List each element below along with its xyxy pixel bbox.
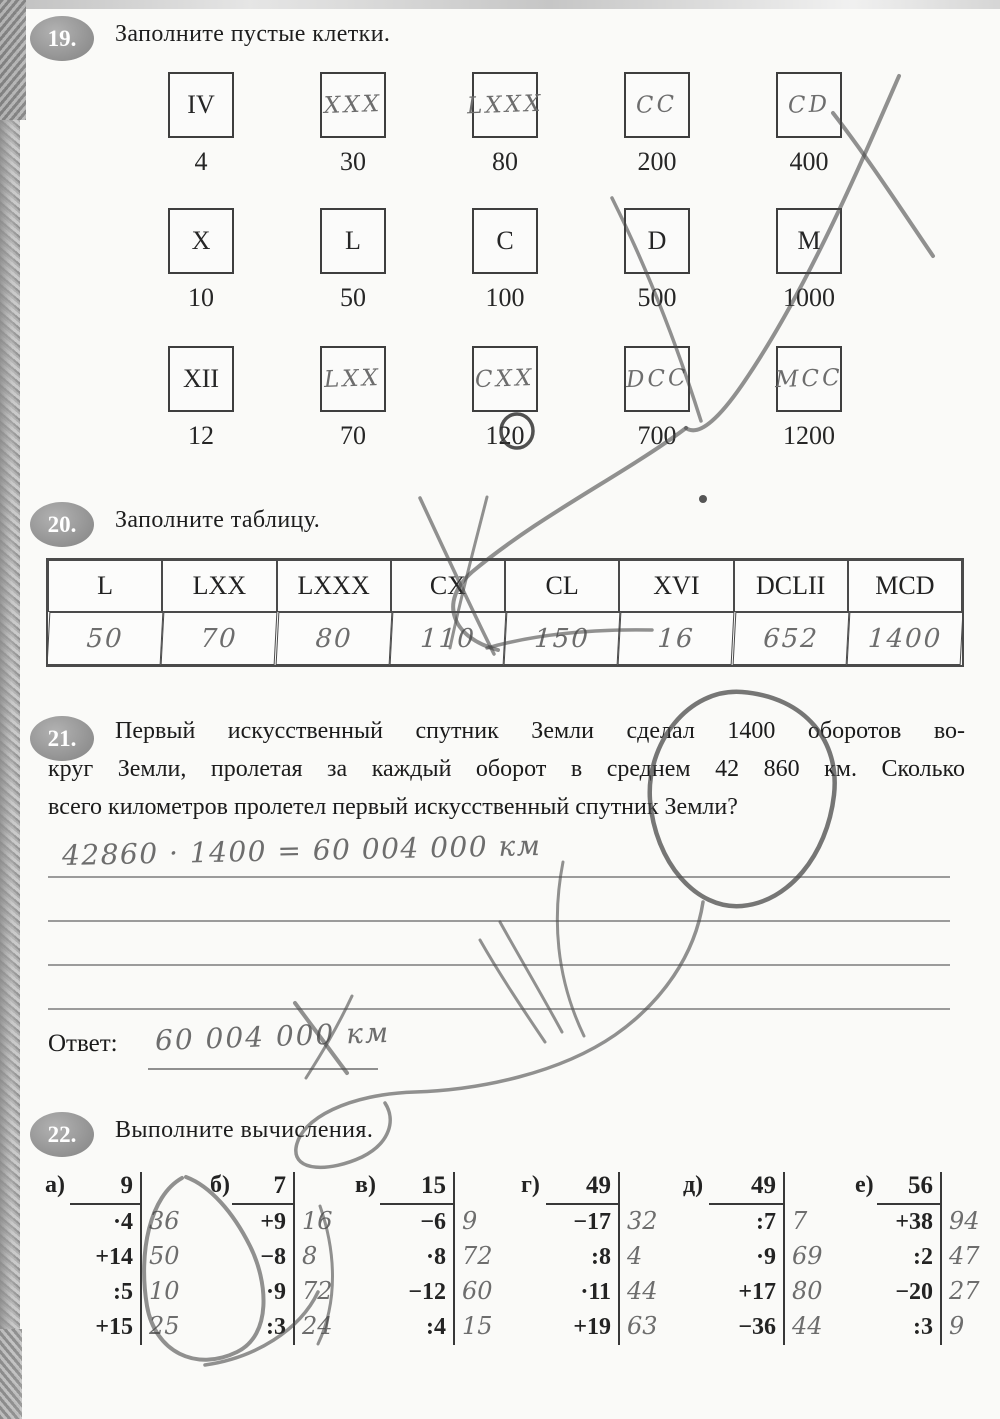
- roman-cell: [734, 208, 884, 313]
- roman-box: [776, 72, 842, 138]
- calc-start-value: 15: [421, 1172, 446, 1199]
- calc-result-handwritten: 9: [462, 1207, 478, 1235]
- table-value-handwritten: 70: [161, 612, 278, 665]
- roman-numeral-handwritten: CD: [787, 91, 831, 119]
- roman-cell: [126, 72, 276, 177]
- roman-numeral-handwritten: DCC: [625, 364, 689, 394]
- cell-value: 30: [340, 147, 366, 176]
- calc-label: в): [355, 1172, 376, 1198]
- roman-numeral-handwritten: LXX: [324, 365, 382, 393]
- cell-value: 120: [485, 421, 525, 450]
- roman-box: [624, 208, 690, 274]
- calc-result-handwritten: 94: [949, 1207, 980, 1235]
- roman-table: [46, 558, 964, 667]
- problem-text-line: Первый искусственный спутник Земли сделал 1400 оборотов во-: [115, 718, 965, 744]
- calc-label: г): [521, 1172, 540, 1198]
- cell-value: 10: [188, 283, 214, 312]
- calc-column-g: [521, 1172, 678, 1345]
- calc-result-handwritten: 44: [627, 1277, 658, 1305]
- calc-results: [455, 1172, 513, 1345]
- cell-value: 1000: [783, 283, 835, 312]
- roman-cell: [582, 208, 732, 313]
- roman-numeral-printed: XII: [182, 364, 220, 393]
- roman-box: [168, 346, 234, 412]
- problem-text-line: всего километров пролетел первый искусственный спутник Земли?: [48, 794, 738, 820]
- scan-top-edge: [0, 0, 1000, 9]
- roman-numeral-printed: L: [345, 226, 361, 255]
- calc-operation: :4: [426, 1314, 446, 1340]
- table-header-cell: MCD: [848, 560, 962, 612]
- calc-result-handwritten: 7: [792, 1207, 808, 1235]
- exercise-19-title: Заполните пустые клетки.: [115, 21, 391, 47]
- cell-value: 700: [637, 421, 677, 450]
- scan-corner-bottom-left: [0, 1329, 22, 1419]
- cell-value: 1200: [783, 421, 835, 450]
- roman-box: [472, 346, 538, 412]
- calc-result-handwritten: 4: [627, 1242, 643, 1270]
- cell-value: 200: [637, 147, 677, 176]
- calc-operation: +19: [573, 1314, 611, 1340]
- table-value-handwritten: 150: [504, 612, 621, 665]
- roman-row-2: [126, 208, 884, 313]
- calc-result-handwritten: 32: [627, 1207, 658, 1235]
- calc-operation: +38: [895, 1209, 933, 1235]
- calc-underline: [709, 1203, 783, 1206]
- calc-result-handwritten: 8: [302, 1242, 318, 1270]
- calc-operation: :5: [113, 1279, 133, 1305]
- calc-column-v: [355, 1172, 513, 1345]
- ruled-line: [48, 876, 950, 878]
- calc-operations: [683, 1172, 785, 1345]
- roman-cell: [126, 208, 276, 313]
- cell-value: 12: [188, 421, 214, 450]
- calc-operations: [210, 1172, 295, 1345]
- roman-box: [320, 346, 386, 412]
- table-value-handwritten: 16: [618, 612, 735, 665]
- calc-start-value: 7: [273, 1172, 286, 1199]
- calc-column-a: [45, 1172, 200, 1345]
- calc-label: д): [683, 1172, 704, 1198]
- table-value-handwritten: 1400: [846, 612, 963, 665]
- calc-start-value: 49: [586, 1172, 611, 1199]
- calc-results: [785, 1172, 843, 1345]
- answer-underline: [148, 1068, 378, 1070]
- table-header-cell: XVI: [619, 560, 733, 612]
- calc-operation: +9: [260, 1209, 286, 1235]
- calc-column-b: [210, 1172, 353, 1345]
- calc-operation: :3: [913, 1314, 933, 1340]
- roman-cell: [430, 72, 580, 177]
- calc-operation: ·9: [755, 1244, 776, 1270]
- roman-box: [776, 346, 842, 412]
- table-value-handwritten: 50: [47, 612, 164, 665]
- calc-start-value: 9: [120, 1172, 133, 1199]
- calc-operations: [45, 1172, 142, 1345]
- roman-box: [168, 208, 234, 274]
- calc-result-handwritten: 10: [149, 1277, 180, 1305]
- calc-result-handwritten: 27: [949, 1277, 980, 1305]
- roman-box: [320, 72, 386, 138]
- calc-operations: [855, 1172, 942, 1345]
- calc-operation: :3: [266, 1314, 286, 1340]
- cell-value: 70: [340, 421, 366, 450]
- calc-result-handwritten: 69: [792, 1242, 823, 1270]
- exercise-19-badge: 19.: [30, 16, 94, 61]
- calc-operations: [521, 1172, 620, 1345]
- problem-text-line: круг Земли, пролетая за каждый оборот в среднем 42 860 км. Сколько: [48, 756, 965, 782]
- cell-value: 80: [492, 147, 518, 176]
- calc-results: [142, 1172, 200, 1345]
- calc-result-handwritten: 25: [149, 1312, 180, 1340]
- calc-operation: −6: [420, 1209, 446, 1235]
- roman-numeral-printed: C: [496, 226, 514, 255]
- calc-label: б): [210, 1172, 230, 1198]
- calc-underline: [546, 1203, 618, 1206]
- cell-value: 400: [789, 147, 829, 176]
- roman-box: [466, 72, 544, 138]
- answer-label: Ответ:: [48, 1030, 118, 1057]
- calc-result-handwritten: 47: [949, 1242, 980, 1270]
- handwritten-answer: 60 004 000 км: [154, 1015, 391, 1058]
- calc-results: [295, 1172, 353, 1345]
- roman-row-3: [126, 346, 884, 451]
- roman-numeral-printed: X: [191, 226, 211, 255]
- roman-numeral-printed: M: [797, 226, 821, 255]
- calc-result-handwritten: 72: [302, 1277, 333, 1305]
- table-header-cell: CL: [505, 560, 619, 612]
- roman-cell: [734, 72, 884, 177]
- calc-underline: [70, 1203, 140, 1206]
- roman-cell: [582, 72, 732, 177]
- roman-numeral-handwritten: LXXX: [466, 90, 544, 120]
- exercise-21-badge: 21.: [30, 716, 94, 761]
- table-header-cell: LXXX: [277, 560, 391, 612]
- calc-underline: [877, 1203, 940, 1206]
- table-header-cell: DCLII: [734, 560, 848, 612]
- calc-result-handwritten: 44: [792, 1312, 823, 1340]
- calc-operation: +15: [95, 1314, 133, 1340]
- exercise-22-title: Выполните вычисления.: [115, 1117, 374, 1143]
- roman-cell: [430, 208, 580, 313]
- ruled-line: [48, 920, 950, 922]
- roman-box: [168, 72, 234, 138]
- calc-operation: ·4: [112, 1209, 133, 1235]
- roman-cell: [430, 346, 580, 451]
- cell-value: 4: [194, 147, 208, 176]
- roman-box: [320, 208, 386, 274]
- calc-operation: ·9: [265, 1279, 286, 1305]
- roman-box: [472, 208, 538, 274]
- calc-operation: ·11: [580, 1279, 611, 1305]
- table-value-handwritten: 652: [732, 612, 849, 665]
- calc-result-handwritten: 63: [627, 1312, 658, 1340]
- calc-operation: +14: [95, 1244, 133, 1270]
- roman-cell: [582, 346, 732, 451]
- calc-start-value: 49: [751, 1172, 776, 1199]
- calc-operation: −36: [738, 1314, 776, 1340]
- calc-result-handwritten: 16: [302, 1207, 333, 1235]
- roman-numeral-handwritten: CC: [635, 91, 679, 119]
- roman-cell: [278, 208, 428, 313]
- calc-operation: ·8: [425, 1244, 446, 1270]
- roman-numeral-handwritten: XXX: [323, 90, 383, 120]
- ruled-line: [48, 1008, 950, 1010]
- roman-cell: [278, 72, 428, 177]
- calc-operation: −20: [895, 1279, 933, 1305]
- calc-result-handwritten: 60: [462, 1277, 493, 1305]
- calc-operation: :2: [913, 1244, 933, 1270]
- roman-numeral-handwritten: MCC: [774, 364, 844, 394]
- cell-value: 500: [637, 283, 677, 312]
- roman-cell: [278, 346, 428, 451]
- exercise-20-title: Заполните таблицу.: [115, 507, 321, 533]
- calc-operation: +17: [738, 1279, 776, 1305]
- table-header-cell: CX: [391, 560, 505, 612]
- roman-box: [624, 346, 690, 412]
- cell-value: 50: [340, 283, 366, 312]
- roman-box: [624, 72, 690, 138]
- calc-operations: [355, 1172, 455, 1345]
- roman-numeral-handwritten: CXX: [474, 364, 536, 394]
- calc-operation: :7: [756, 1209, 776, 1235]
- calc-operation: −17: [573, 1209, 611, 1235]
- roman-row-1: [126, 72, 884, 177]
- roman-cell: [126, 346, 276, 451]
- calc-label: а): [45, 1172, 65, 1198]
- table-value-handwritten: 80: [275, 612, 392, 665]
- calc-start-value: 56: [908, 1172, 933, 1199]
- calc-result-handwritten: 9: [949, 1312, 965, 1340]
- calc-result-handwritten: 50: [149, 1242, 180, 1270]
- calc-result-handwritten: 36: [149, 1207, 180, 1235]
- exercise-22-badge: 22.: [30, 1112, 94, 1157]
- book-binding-edge: [0, 0, 20, 1419]
- ruled-line: [48, 964, 950, 966]
- roman-numeral-printed: D: [647, 226, 667, 255]
- cell-value: 100: [485, 283, 525, 312]
- calc-column-d: [683, 1172, 843, 1345]
- table-header-cell: L: [48, 560, 162, 612]
- table-header-cell: LXX: [162, 560, 276, 612]
- calc-label: е): [855, 1172, 874, 1198]
- calc-column-e: [855, 1172, 1000, 1345]
- table-value-handwritten: 110: [389, 612, 506, 665]
- calc-result-handwritten: 15: [462, 1312, 493, 1340]
- exercise-20-badge: 20.: [30, 502, 94, 547]
- calc-operation: −8: [260, 1244, 286, 1270]
- calc-results: [942, 1172, 1000, 1345]
- roman-box: [776, 208, 842, 274]
- calc-underline: [232, 1203, 293, 1206]
- calc-results: [620, 1172, 678, 1345]
- calc-underline: [380, 1203, 453, 1206]
- calc-result-handwritten: 72: [462, 1242, 493, 1270]
- roman-numeral-printed: IV: [187, 90, 215, 119]
- handwritten-work: 42860 · 1400 = 60 004 000 км: [61, 828, 542, 873]
- calc-result-handwritten: 24: [302, 1312, 333, 1340]
- calc-operation: −12: [408, 1279, 446, 1305]
- scan-corner-top-left: [0, 0, 26, 120]
- roman-cell: [734, 346, 884, 451]
- calc-result-handwritten: 80: [792, 1277, 823, 1305]
- calc-operation: :8: [591, 1244, 611, 1270]
